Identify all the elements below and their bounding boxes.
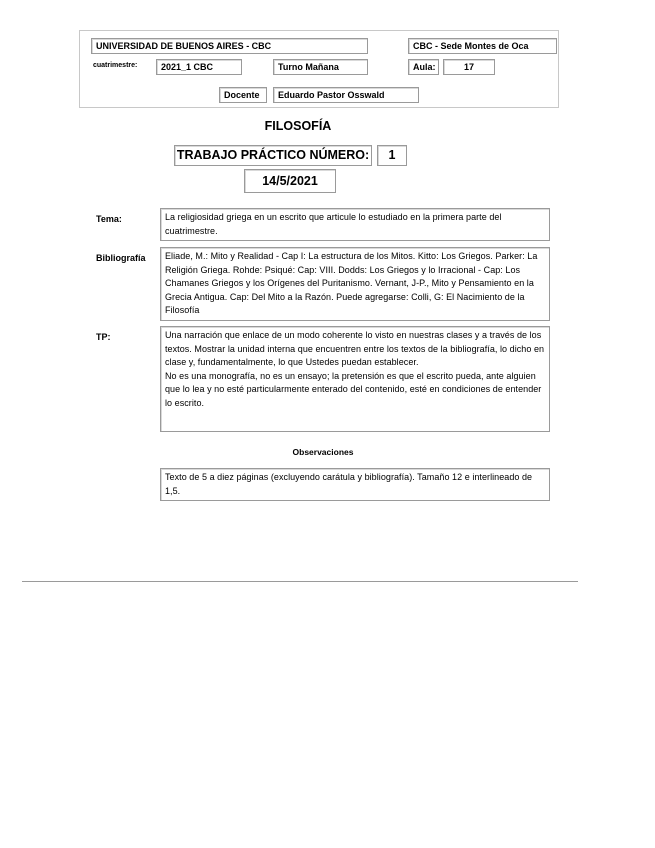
university-field: UNIVERSIDAD DE BUENOS AIRES - CBC xyxy=(91,38,368,54)
tp-label: TRABAJO PRÁCTICO NÚMERO: xyxy=(174,145,372,166)
aula-field: 17 xyxy=(443,59,495,75)
tp-number: 1 xyxy=(377,145,407,166)
aula-label: Aula: xyxy=(408,59,439,75)
docente-field: Eduardo Pastor Osswald xyxy=(273,87,419,103)
sede-field: CBC - Sede Montes de Oca xyxy=(408,38,557,54)
tema-text: La religiosidad griega en un escrito que articule lo estudiado en la primera parte del cuatrimestre. xyxy=(160,208,550,241)
observaciones-text: Texto de 5 a diez páginas (excluyendo carátula y bibliografía). Tamaño 12 e interlineado de 1,5. xyxy=(160,468,550,501)
subject-title: FILOSOFÍA xyxy=(264,119,332,133)
tp-section-label: TP: xyxy=(96,332,111,342)
tema-label: Tema: xyxy=(96,214,122,224)
tp-paragraph-2: No es una monografía, no es un ensayo; la pretensión es que el escrito pueda, ante alguien que lo lea y no esté particularmente enterado del contenido, esté en condiciones de entender lo escrito. xyxy=(165,370,542,408)
bibliografia-label: Bibliografía xyxy=(96,253,146,263)
date-field: 14/5/2021 xyxy=(244,169,336,193)
docente-label: Docente xyxy=(219,87,267,103)
page-divider xyxy=(22,581,578,582)
turno-field: Turno Mañana xyxy=(273,59,368,75)
tp-paragraph-1: Una narración que enlace de un modo coherente lo visto en nuestras clases y a través de los textos. Mostrar la unidad interna que encuentren entre los textos de la bibliografía, lo dicho en clase y, fundamentalmente, lo que Ustedes puedan establecer. xyxy=(165,330,545,368)
cuatrimestre-field: 2021_1 CBC xyxy=(156,59,242,75)
bibliografia-text: Eliade, M.: Mito y Realidad - Cap I: La estructura de los Mitos. Kitto: Los Griegos. Parker: La Religión Griega. Rohde: Psiqué: Cap: VIII. Dodds: Los Griegos y lo Irracional - Cap: Los Chamanes Griegos y los Orígenes del Puritanismo. Vernant, J-P., Mito y Pensamiento en la Grecia Antigua. Cap: Del Mito a la Razón. Puede agregarse: Colli, G: El Nacimiento de la Filosofía xyxy=(160,247,550,321)
cuatrimestre-label: cuatrimestre: xyxy=(93,62,138,69)
observaciones-label: Observaciones xyxy=(292,447,354,457)
tp-instructions xyxy=(160,326,550,432)
